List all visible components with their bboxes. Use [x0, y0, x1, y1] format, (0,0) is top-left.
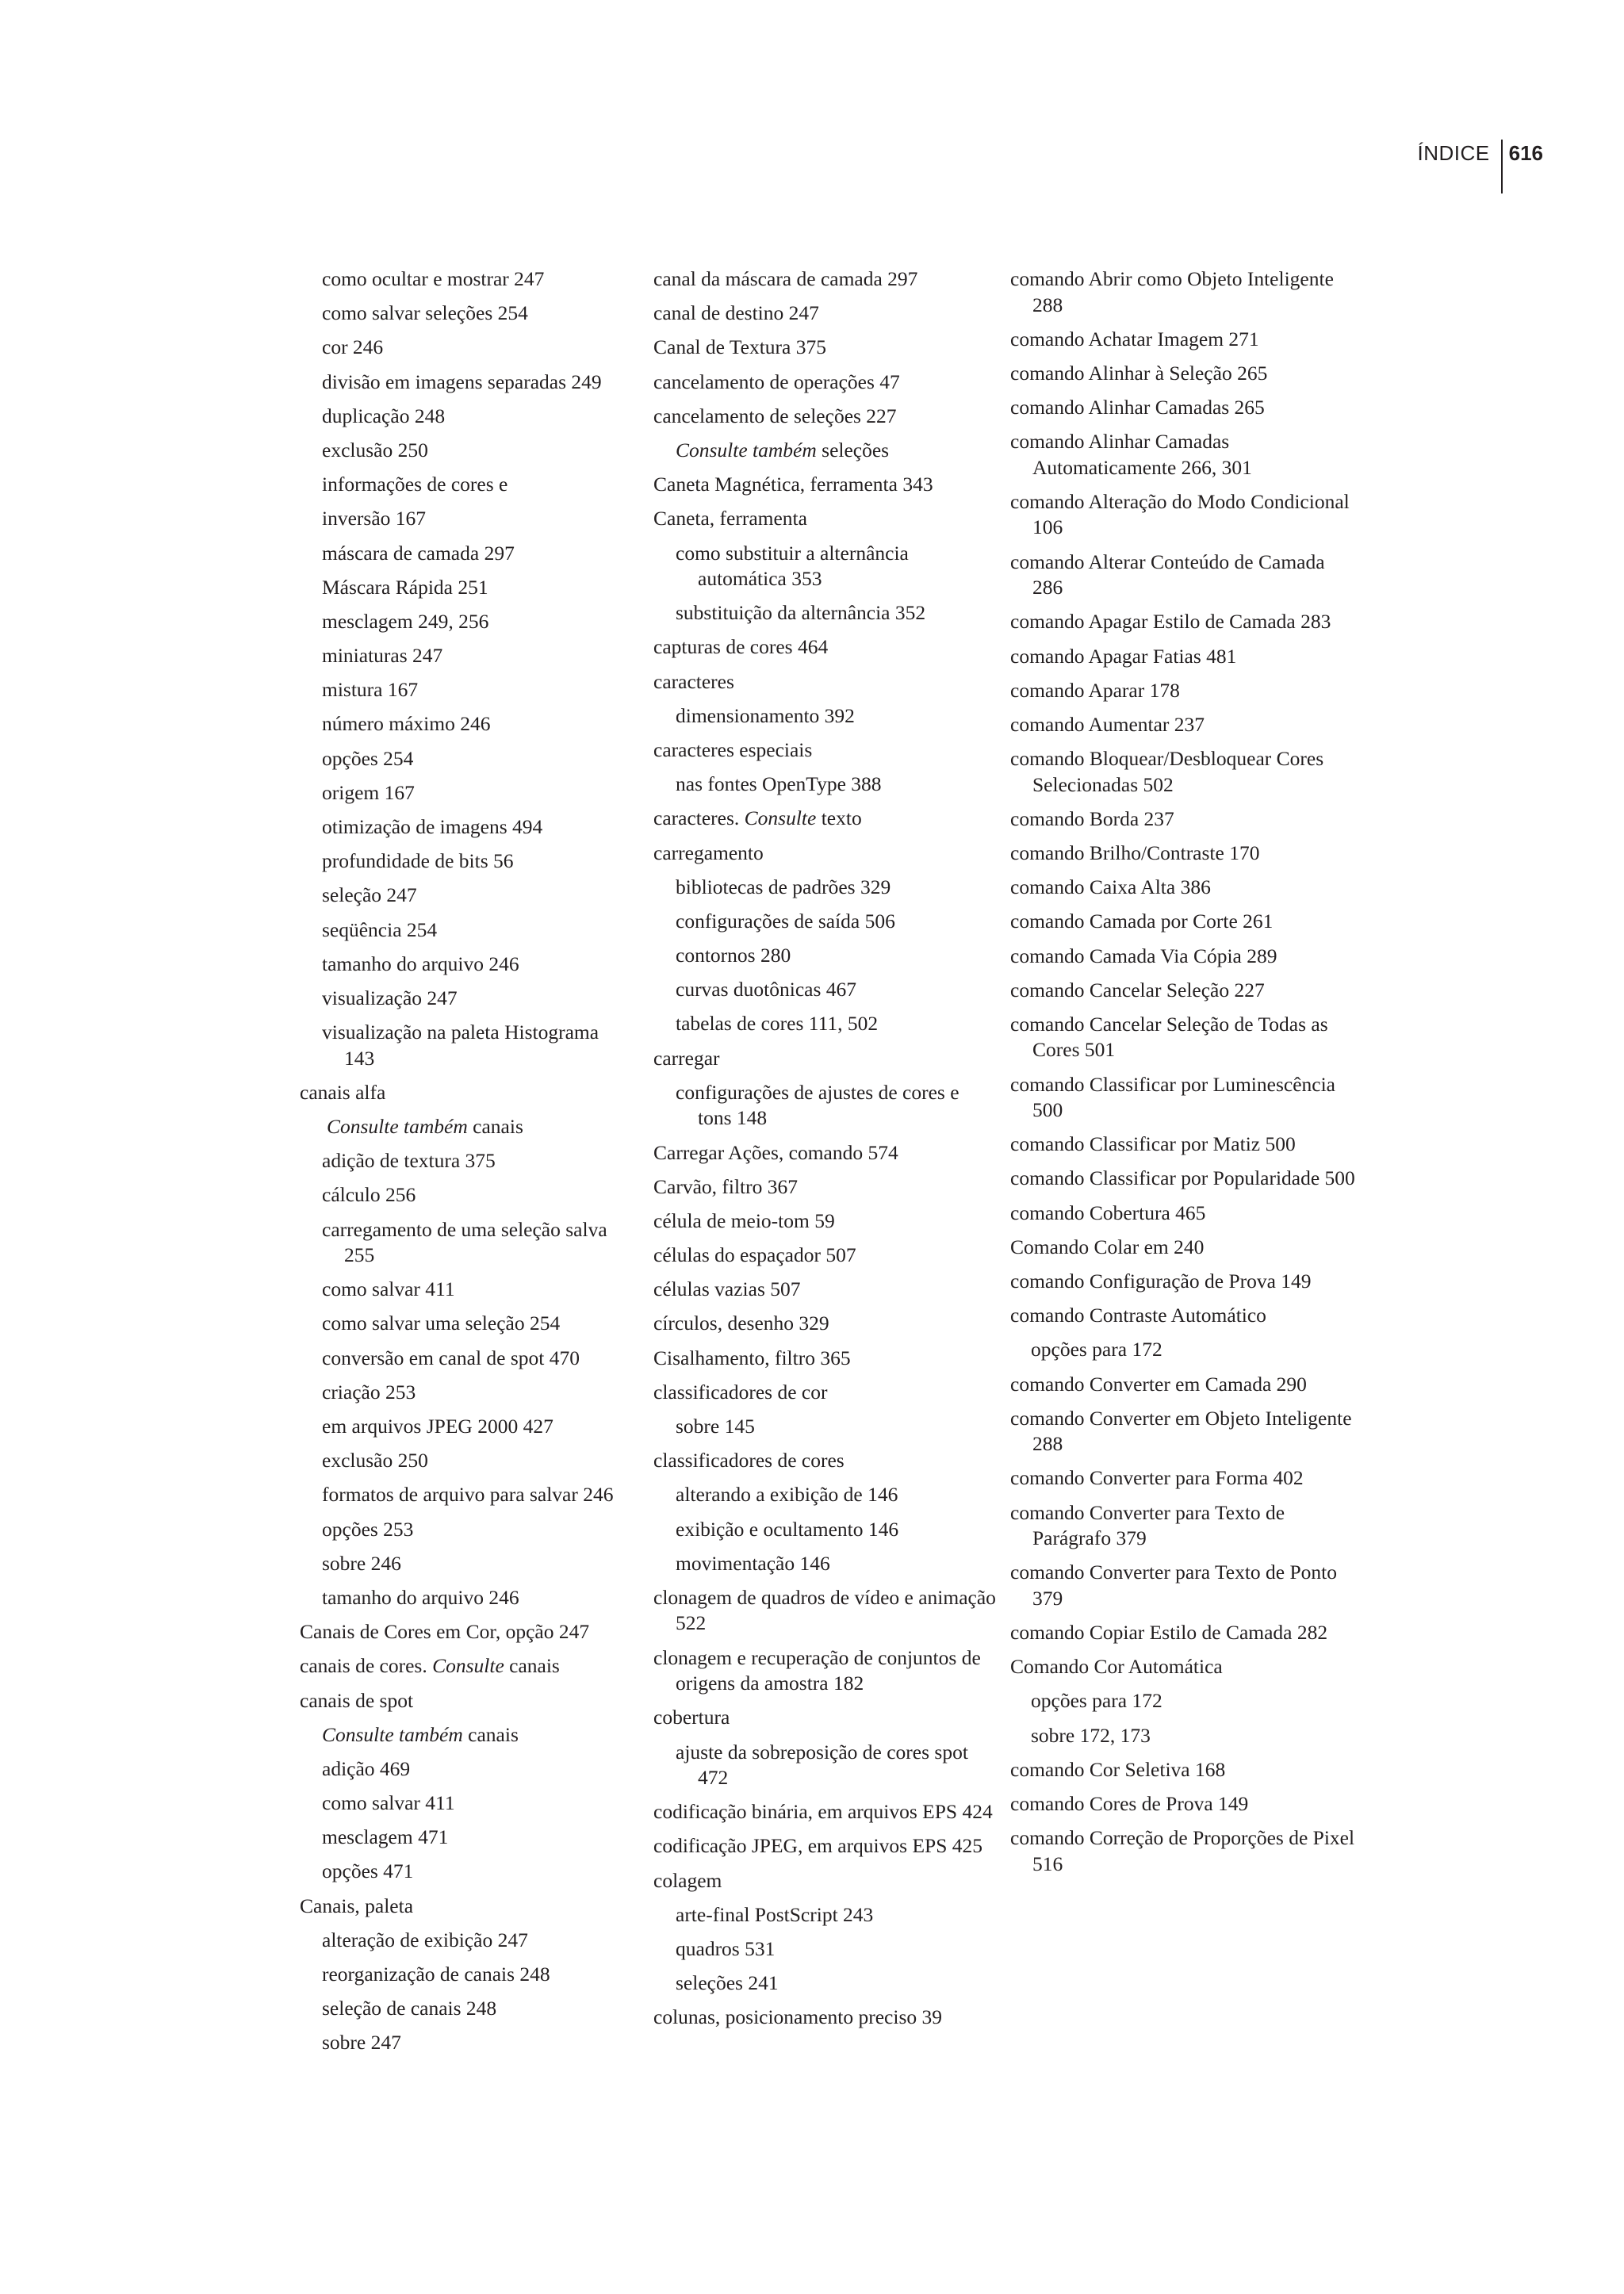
index-subentry [676, 1517, 996, 1543]
index-entry [653, 301, 996, 327]
entry-text: visualização na paleta Histograma 143 [322, 1021, 599, 1070]
index-entry [1010, 909, 1359, 935]
index-subentry [322, 404, 633, 430]
index-subentry [322, 1020, 633, 1071]
index-subentry [322, 1756, 633, 1783]
index-subentry [676, 703, 996, 730]
entry-text: sobre 247 [322, 2031, 401, 2055]
entry-text: células do espaçador 507 [653, 1243, 856, 1267]
entry-text: criação 253 [322, 1380, 416, 1404]
entry-text: comando Caixa Alta 386 [1010, 875, 1211, 899]
index-entry [653, 1046, 996, 1072]
entry-text: canais de spot [300, 1688, 414, 1712]
index-entry [653, 1380, 996, 1406]
index-entry [653, 1585, 996, 1637]
index-column-2 [653, 266, 996, 2039]
see-also-reference: Consulte também [322, 1722, 463, 1746]
index-entry [300, 1080, 633, 1106]
entry-text: conversão em canal de spot 470 [322, 1346, 580, 1369]
index-entry [653, 1243, 996, 1269]
index-subentry [322, 917, 633, 944]
entry-text: duplicação 248 [322, 404, 446, 427]
entry-text: comando Alinhar à Seleção 265 [1010, 361, 1268, 385]
index-subentry [322, 1277, 633, 1303]
index-entry [653, 634, 996, 661]
entry-text: canais alfa [300, 1080, 386, 1104]
index-entry [1010, 1166, 1359, 1192]
index-entry [653, 1799, 996, 1825]
index-subentry [322, 575, 633, 601]
entry-text: Carvão, filtro 367 [653, 1174, 798, 1198]
index-subentry [322, 746, 633, 772]
entry-text: movimentação 146 [676, 1551, 830, 1575]
entry-text: como salvar uma seleção 254 [322, 1312, 561, 1335]
entry-text: seleções 241 [676, 1971, 779, 1995]
entry-text: curvas duotônicas 467 [676, 978, 857, 1001]
entry-text: inversão 167 [322, 507, 427, 530]
entry-text: número máximo 246 [322, 712, 491, 736]
index-subentry [322, 301, 633, 327]
entry-text: Caneta Magnética, ferramenta 343 [653, 473, 933, 496]
entry-text: configurações de ajustes de cores e tons 148 [676, 1080, 959, 1130]
index-entry [300, 1619, 633, 1645]
entry-text: adição 469 [322, 1756, 411, 1780]
index-subentry [322, 1996, 633, 2022]
entry-text: como salvar seleções 254 [322, 301, 528, 325]
entry-text: tabelas de cores 111, 502 [676, 1012, 879, 1036]
entry-text: exclusão 250 [322, 438, 428, 461]
section-label: ÍNDICE [1417, 141, 1490, 165]
entry-text: sobre 145 [676, 1415, 755, 1438]
entry-text: tamanho do arquivo 246 [322, 1585, 519, 1609]
entry-text: mistura 167 [322, 678, 419, 702]
index-column-3 [1010, 266, 1359, 1886]
entry-text: divisão em imagens separadas 249 [322, 370, 602, 393]
entry-text: classificadores de cor [653, 1380, 828, 1404]
entry-text: opções para 172 [1031, 1689, 1162, 1713]
index-subentry [676, 875, 996, 901]
entry-text: seleções [816, 438, 890, 461]
index-subentry [676, 1482, 996, 1508]
index-entry [1010, 1303, 1359, 1329]
entry-text: cálculo 256 [322, 1183, 416, 1207]
index-subentry [322, 1551, 633, 1577]
index-subentry [676, 1740, 996, 1791]
index-subentry [322, 541, 633, 567]
entry-text: carregar [653, 1046, 720, 1070]
entry-text: célula de meio-tom 59 [653, 1208, 835, 1232]
index-entry [653, 669, 996, 695]
index-subentry [322, 506, 633, 532]
index-column-1 [300, 266, 633, 2065]
entry-text: exclusão 250 [322, 1449, 428, 1473]
entry-text: configurações de saída 506 [676, 909, 895, 933]
index-subentry [676, 772, 996, 798]
index-subentry [676, 1902, 996, 1928]
entry-text: Canal de Textura 375 [653, 335, 826, 359]
entry-text: carregamento [653, 841, 764, 864]
index-entry [1010, 1757, 1359, 1783]
index-entry [653, 1174, 996, 1201]
entry-text: canal da máscara de camada 297 [653, 267, 918, 290]
entry-text: como ocultar e mostrar 247 [322, 267, 545, 290]
entry-text: clonagem de quadros de vídeo e animação 522 [653, 1585, 996, 1635]
index-entry [653, 1833, 996, 1859]
entry-text: seqüência 254 [322, 917, 438, 941]
index-entry [1010, 1269, 1359, 1295]
entry-text: alterando a exibição de 146 [676, 1483, 898, 1507]
entry-text: cancelamento de operações 47 [653, 370, 900, 393]
index-subentry [676, 1414, 996, 1440]
index-subentry [322, 266, 633, 293]
entry-text: sobre 246 [322, 1551, 401, 1575]
index-entry [1010, 609, 1359, 635]
index-entry [1010, 1072, 1359, 1124]
entry-text: comando Apagar Fatias 481 [1010, 644, 1237, 668]
index-entry [653, 737, 996, 764]
entry-text: colagem [653, 1868, 722, 1892]
index-subentry [676, 909, 996, 935]
index-entry [1010, 978, 1359, 1004]
entry-text: bibliotecas de padrões 329 [676, 875, 891, 898]
entry-text: Caneta, ferramenta [653, 507, 807, 530]
entry-text: opções para 172 [1031, 1338, 1162, 1361]
index-subentry [322, 1148, 633, 1174]
index-entry [1010, 1620, 1359, 1646]
index-subentry [676, 1936, 996, 1963]
index-entry [1010, 1465, 1359, 1492]
entry-text: canais de cores. [300, 1654, 433, 1678]
index-subentry [322, 1859, 633, 1885]
index-subentry [676, 1551, 996, 1577]
entry-text: caracteres especiais [653, 737, 813, 761]
entry-text: máscara de camada 297 [322, 541, 515, 565]
entry-text: visualização 247 [322, 986, 458, 1009]
entry-text: alteração de exibição 247 [322, 1928, 528, 1951]
index-subentry [676, 943, 996, 969]
entry-text: codificação binária, em arquivos EPS 424 [653, 1800, 993, 1824]
index-entry [1010, 712, 1359, 738]
entry-text: opções 254 [322, 746, 414, 770]
entry-text: comando Contraste Automático [1010, 1304, 1266, 1327]
index-subentry [327, 1114, 633, 1140]
index-subentry [322, 1448, 633, 1474]
entry-text: comando Cancelar Seleção 227 [1010, 978, 1265, 1001]
index-subentry [322, 1585, 633, 1611]
entry-text: ajuste da sobreposição de cores spot 472 [676, 1740, 968, 1789]
index-entry [653, 806, 996, 832]
index-entry [300, 1653, 633, 1679]
entry-text: substituição da alternância 352 [676, 601, 926, 625]
index-entry [653, 1868, 996, 1894]
index-subentry [676, 1970, 996, 1997]
entry-text: células vazias 507 [653, 1277, 801, 1301]
entry-text: Canais de Cores em Cor, opção 247 [300, 1620, 590, 1644]
index-entry [1010, 1372, 1359, 1398]
index-entry [653, 1645, 996, 1697]
entry-text: origem 167 [322, 780, 415, 804]
reference-target: canais [504, 1654, 560, 1678]
entry-text: comando Apagar Estilo de Camada 283 [1010, 610, 1331, 634]
entry-text: comando Aumentar 237 [1010, 712, 1205, 736]
entry-text: dimensionamento 392 [676, 703, 855, 727]
entry-text: otimização de imagens 494 [322, 815, 543, 838]
index-entry [653, 1277, 996, 1303]
entry-text: mesclagem 249, 256 [322, 609, 489, 633]
entry-text: comando Converter para Texto de Parágrafo 379 [1010, 1500, 1285, 1550]
entry-text: Máscara Rápida 251 [322, 575, 488, 599]
entry-text: exibição e ocultamento 146 [676, 1517, 899, 1541]
entry-text: comando Converter para Forma 402 [1010, 1466, 1304, 1490]
entry-text: comando Copiar Estilo de Camada 282 [1010, 1621, 1328, 1644]
entry-text: caracteres. [653, 806, 745, 830]
entry-text: comando Alinhar Camadas Automaticamente 266, 301 [1010, 430, 1252, 479]
index-subentry [322, 370, 633, 396]
index-entry [1010, 489, 1359, 541]
entry-text: comando Achatar Imagem 271 [1010, 327, 1259, 350]
entry-text: círculos, desenho 329 [653, 1312, 829, 1335]
index-subentry [322, 1825, 633, 1851]
entry-text: contornos 280 [676, 944, 791, 967]
entry-text: comando Alterar Conteúdo de Camada 286 [1010, 550, 1325, 599]
entry-text: comando Converter em Camada 290 [1010, 1372, 1307, 1396]
entry-text: cancelamento de seleções 227 [653, 404, 897, 427]
index-subentry [676, 1080, 996, 1132]
index-entry [1010, 1654, 1359, 1680]
index-subentry [322, 335, 633, 361]
entry-text: Canais, paleta [300, 1894, 414, 1917]
entry-text: arte-final PostScript 243 [676, 1902, 874, 1926]
entry-text: profundidade de bits 56 [322, 849, 514, 873]
index-subentry [322, 1414, 633, 1440]
entry-text: canal de destino 247 [653, 301, 819, 325]
entry-text: comando Cor Seletiva 168 [1010, 1757, 1226, 1781]
entry-text: adição de textura 375 [322, 1149, 496, 1173]
index-subentry [322, 472, 633, 498]
index-entry [1010, 644, 1359, 670]
index-entry [653, 506, 996, 532]
entry-text: comando Classificar por Popularidade 500 [1010, 1166, 1355, 1190]
index-subentry [322, 1217, 633, 1269]
entry-text: reorganização de canais 248 [322, 1963, 550, 1986]
see-reference: Consulte [744, 806, 817, 830]
entry-text: codificação JPEG, em arquivos EPS 425 [653, 1834, 983, 1858]
index-subentry [322, 1311, 633, 1337]
index-subentry [322, 1928, 633, 1954]
entry-text: cor 246 [322, 335, 384, 359]
index-subentry [322, 780, 633, 806]
index-entry [653, 2005, 996, 2031]
index-entry [653, 335, 996, 361]
index-subentry [322, 1380, 633, 1406]
see-also-reference: Consulte também [676, 438, 817, 461]
index-entry [1010, 1791, 1359, 1817]
entry-text: comando Camada por Corte 261 [1010, 910, 1274, 933]
index-entry [1010, 395, 1359, 421]
entry-text: comando Cobertura 465 [1010, 1201, 1206, 1224]
index-subentry [322, 1962, 633, 1988]
entry-text: comando Cores de Prova 149 [1010, 1791, 1249, 1815]
index-entry [1010, 1132, 1359, 1158]
see-reference: Consulte [432, 1654, 504, 1678]
index-subentry [322, 643, 633, 669]
entry-text: comando Configuração de Prova 149 [1010, 1270, 1312, 1293]
index-entry [653, 1311, 996, 1337]
index-entry [1010, 266, 1359, 318]
index-entry [1010, 944, 1359, 970]
entry-text: cobertura [653, 1706, 730, 1729]
entry-text: como salvar 411 [322, 1791, 455, 1815]
index-entry [653, 370, 996, 396]
index-entry [1010, 1560, 1359, 1611]
index-subentry [322, 2030, 633, 2056]
entry-text: informações de cores e [322, 473, 508, 496]
index-entry [1010, 1825, 1359, 1877]
index-subentry [676, 541, 996, 592]
index-subentry [1031, 1688, 1359, 1714]
entry-text: comando Cancelar Seleção de Todas as Cores 501 [1010, 1012, 1328, 1062]
index-subentry [322, 952, 633, 978]
entry-text: comando Camada Via Cópia 289 [1010, 944, 1277, 967]
index-subentry [322, 1346, 633, 1372]
index-subentry [322, 1482, 633, 1508]
index-subentry [1031, 1723, 1359, 1749]
entry-text: comando Brilho/Contraste 170 [1010, 841, 1260, 864]
entry-text: canais [467, 1115, 523, 1138]
index-subentry [322, 677, 633, 703]
index-entry [300, 1894, 633, 1920]
index-entry [1010, 429, 1359, 481]
entry-text: Comando Cor Automática [1010, 1655, 1223, 1679]
index-entry [300, 1688, 633, 1714]
entry-text: comando Abrir como Objeto Inteligente 288 [1010, 267, 1334, 316]
index-entry [653, 841, 996, 867]
index-subentry [676, 1011, 996, 1037]
index-subentry [322, 814, 633, 841]
entry-text: opções 471 [322, 1859, 414, 1883]
index-entry [1010, 875, 1359, 901]
index-subentry [676, 977, 996, 1003]
index-subentry [322, 883, 633, 909]
entry-text: clonagem e recuperação de conjuntos de origens da amostra 182 [653, 1645, 981, 1695]
index-subentry [676, 600, 996, 626]
entry-text: como salvar 411 [322, 1277, 455, 1301]
index-subentry [322, 848, 633, 875]
index-entry [1010, 841, 1359, 867]
index-entry [653, 1208, 996, 1235]
index-entry [1010, 678, 1359, 704]
index-entry [1010, 1406, 1359, 1457]
index-subentry [322, 711, 633, 737]
index-subentry [676, 438, 996, 464]
entry-text: como substituir a alternância automática 353 [676, 541, 909, 590]
index-entry [1010, 806, 1359, 833]
entry-text: mesclagem 471 [322, 1825, 449, 1849]
index-entry [1010, 1500, 1359, 1552]
index-entry [653, 404, 996, 430]
index-entry [653, 1346, 996, 1372]
index-subentry [322, 986, 633, 1012]
entry-text: classificadores de cores [653, 1449, 845, 1473]
index-entry [1010, 1201, 1359, 1227]
entry-text: comando Aparar 178 [1010, 678, 1180, 702]
running-header [1417, 140, 1543, 193]
entry-text: comando Converter em Objeto Inteligente 288 [1010, 1406, 1352, 1456]
index-entry [1010, 550, 1359, 601]
see-also-reference: Consulte também [327, 1115, 468, 1138]
entry-text: comando Converter para Texto de Ponto 379 [1010, 1561, 1338, 1610]
entry-text: tamanho do arquivo 246 [322, 952, 519, 975]
entry-text: canais [462, 1722, 519, 1746]
entry-text: comando Classificar por Matiz 500 [1010, 1132, 1296, 1156]
index-subentry [322, 1722, 633, 1748]
entry-text: miniaturas 247 [322, 644, 443, 668]
entry-text: Comando Colar em 240 [1010, 1235, 1205, 1258]
index-entry [1010, 327, 1359, 353]
index-subentry [1031, 1337, 1359, 1363]
entry-text: formatos de arquivo para salvar 246 [322, 1483, 614, 1507]
index-subentry [322, 1517, 633, 1543]
index-entry [653, 266, 996, 293]
entry-text: comando Correção de Proporções de Pixel 516 [1010, 1826, 1355, 1875]
index-entry [653, 472, 996, 498]
entry-text: quadros 531 [676, 1936, 776, 1960]
index-subentry [322, 438, 633, 464]
index-subentry [322, 609, 633, 635]
entry-text: opções 253 [322, 1517, 414, 1541]
index-entry [653, 1140, 996, 1166]
index-subentry [322, 1182, 633, 1208]
index-subentry [322, 1790, 633, 1817]
index-entry [1010, 361, 1359, 387]
entry-text: seleção de canais 248 [322, 1997, 497, 2020]
entry-text: sobre 172, 173 [1031, 1723, 1151, 1747]
entry-text: seleção 247 [322, 883, 417, 907]
entry-text: comando Classificar por Luminescência 500 [1010, 1072, 1335, 1122]
index-entry [1010, 1012, 1359, 1063]
entry-text: comando Alteração do Modo Condicional 106 [1010, 489, 1350, 539]
entry-text: comando Bloquear/Desbloquear Cores Selecionadas 502 [1010, 747, 1324, 796]
entry-text: comando Alinhar Camadas 265 [1010, 396, 1265, 419]
index-entry [653, 1448, 996, 1474]
entry-text: comando Borda 237 [1010, 806, 1174, 830]
reference-target: texto [816, 806, 862, 830]
page-number: 616 [1508, 141, 1543, 165]
index-entry [653, 1705, 996, 1731]
entry-text: colunas, posicionamento preciso 39 [653, 2005, 942, 2029]
index-entry [1010, 1235, 1359, 1261]
entry-text: carregamento de uma seleção salva 255 [322, 1217, 607, 1267]
entry-text: Cisalhamento, filtro 365 [653, 1346, 851, 1369]
entry-text: nas fontes OpenType 388 [676, 772, 882, 796]
entry-text: capturas de cores 464 [653, 635, 829, 659]
entry-text: caracteres [653, 669, 734, 693]
entry-text: Carregar Ações, comando 574 [653, 1140, 898, 1164]
index-entry [1010, 746, 1359, 798]
entry-text: em arquivos JPEG 2000 427 [322, 1415, 553, 1438]
